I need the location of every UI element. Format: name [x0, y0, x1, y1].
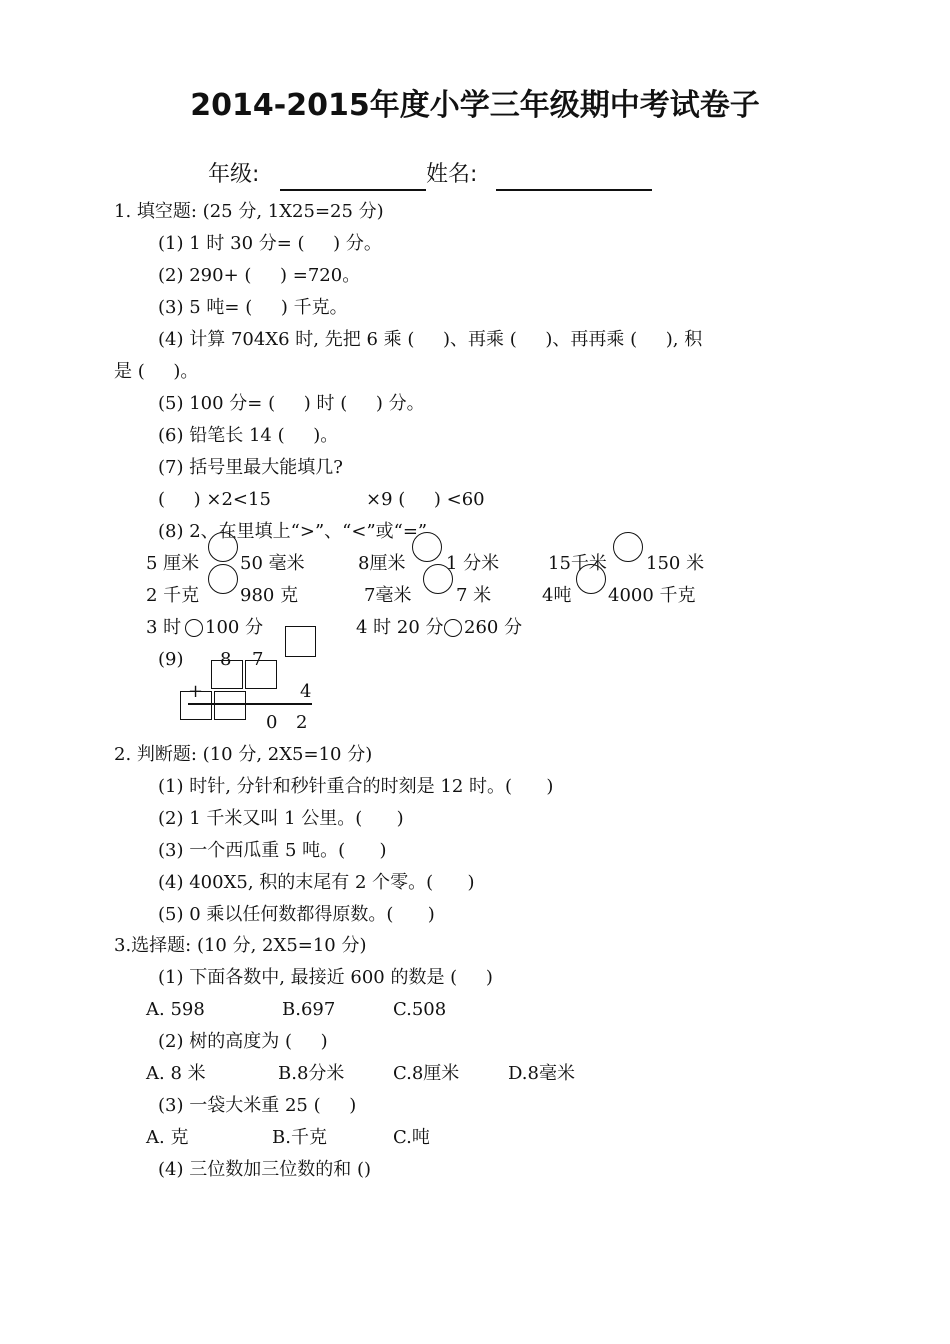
option[interactable]: C.吨 — [393, 1127, 430, 1148]
compare-circle[interactable] — [576, 564, 606, 594]
compare-right: 150 米 — [646, 553, 705, 574]
s1-q2: (2) 290+ ( ) =720。 — [158, 265, 361, 286]
section2-heading: 2. 判断题: (10 分, 2X5=10 分) — [114, 744, 373, 765]
compare-circle[interactable] — [444, 619, 462, 637]
compare-left: 15千米 — [548, 553, 607, 574]
compare-right: 1 分米 — [446, 553, 500, 574]
digit-box[interactable] — [214, 691, 246, 720]
digit-box[interactable] — [180, 691, 212, 720]
name-label: 姓名: — [426, 162, 478, 187]
s1-q1: (1) 1 时 30 分= ( ) 分。 — [158, 233, 382, 254]
option[interactable]: A. 克 — [146, 1127, 189, 1148]
option[interactable]: A. 598 — [146, 999, 205, 1020]
section1-heading: 1. 填空题: (25 分, 1X25=25 分) — [114, 201, 384, 222]
s1-q7: (7) 括号里最大能填几? — [158, 457, 343, 478]
s1-q4-line1: (4) 计算 704X6 时, 先把 6 乘 ( )、再乘 ( )、再再乘 ( ), 积 — [158, 329, 703, 350]
sum-line — [188, 703, 312, 705]
compare-left: 4吨 — [542, 585, 572, 606]
s1-q7-b: ×9 ( ) <60 — [366, 489, 485, 510]
q9-digit: 0 — [266, 712, 278, 733]
digit-box[interactable] — [285, 626, 316, 657]
q9-digit: 4 — [300, 681, 312, 702]
compare-left: 7毫米 — [364, 585, 412, 606]
s1-q3: (3) 5 吨= ( ) 千克。 — [158, 297, 348, 318]
option[interactable]: B.697 — [282, 999, 336, 1020]
q9-digit: 2 — [296, 712, 308, 733]
compare-right: 980 克 — [240, 585, 299, 606]
digit-box[interactable] — [211, 660, 243, 689]
compare-right: 7 米 — [456, 585, 492, 606]
grade-label: 年级: — [208, 162, 260, 187]
s1-q6: (6) 铅笔长 14 ( )。 — [158, 425, 339, 446]
compare-right: 50 毫米 — [240, 553, 305, 574]
s1-q9: (9) — [158, 649, 184, 670]
s2-item: (5) 0 乘以任何数都得原数。( ) — [158, 904, 435, 925]
compare-left: 3 时 — [146, 617, 182, 638]
compare-circle[interactable] — [423, 564, 453, 594]
digit-box[interactable] — [245, 660, 277, 689]
s1-q8: (8) 2、在里填上“>”、“<”或“=” — [158, 521, 428, 542]
plus-sign: + — [188, 681, 204, 702]
compare-circle[interactable] — [208, 532, 238, 562]
option[interactable]: B.千克 — [272, 1127, 327, 1148]
name-blank[interactable] — [496, 189, 652, 191]
compare-right: 4000 千克 — [608, 585, 696, 606]
compare-right: 100 分 — [205, 617, 264, 638]
q9-digit: 7 — [252, 649, 264, 670]
s1-q7-a: ( ) ×2<15 — [158, 489, 271, 510]
compare-right: 260 分 — [464, 617, 523, 638]
compare-left: 4 时 20 分 — [356, 617, 444, 638]
option[interactable]: A. 8 米 — [146, 1063, 206, 1084]
s1-q5: (5) 100 分= ( ) 时 ( ) 分。 — [158, 393, 425, 414]
s3-q1: (1) 下面各数中, 最接近 600 的数是 ( ) — [158, 967, 493, 988]
compare-circle[interactable] — [185, 619, 203, 637]
compare-circle[interactable] — [613, 532, 643, 562]
s1-q4-line2: 是 ( )。 — [114, 361, 199, 382]
s3-q3: (3) 一袋大米重 25 ( ) — [158, 1095, 357, 1116]
s2-item: (4) 400X5, 积的末尾有 2 个零。( ) — [158, 872, 475, 893]
q9-digit: 8 — [220, 649, 232, 670]
option[interactable]: C.8厘米 — [393, 1063, 460, 1084]
s3-q2: (2) 树的高度为 ( ) — [158, 1031, 328, 1052]
grade-blank[interactable] — [280, 189, 426, 191]
compare-circle[interactable] — [208, 564, 238, 594]
s3-q4: (4) 三位数加三位数的和 () — [158, 1159, 371, 1180]
compare-left: 5 厘米 — [146, 553, 200, 574]
page-title: 2014-2015年度小学三年级期中考试卷子 — [190, 88, 760, 123]
section3-heading: 3.选择题: (10 分, 2X5=10 分) — [114, 935, 367, 956]
compare-left: 8厘米 — [358, 553, 406, 574]
s2-item: (3) 一个西瓜重 5 吨。( ) — [158, 840, 387, 861]
s2-item: (2) 1 千米又叫 1 公里。( ) — [158, 808, 404, 829]
option[interactable]: B.8分米 — [278, 1063, 345, 1084]
option[interactable]: C.508 — [393, 999, 447, 1020]
s2-item: (1) 时针, 分针和秒针重合的时刻是 12 时。( ) — [158, 776, 554, 797]
compare-circle[interactable] — [412, 532, 442, 562]
compare-left: 2 千克 — [146, 585, 200, 606]
option[interactable]: D.8毫米 — [508, 1063, 575, 1084]
